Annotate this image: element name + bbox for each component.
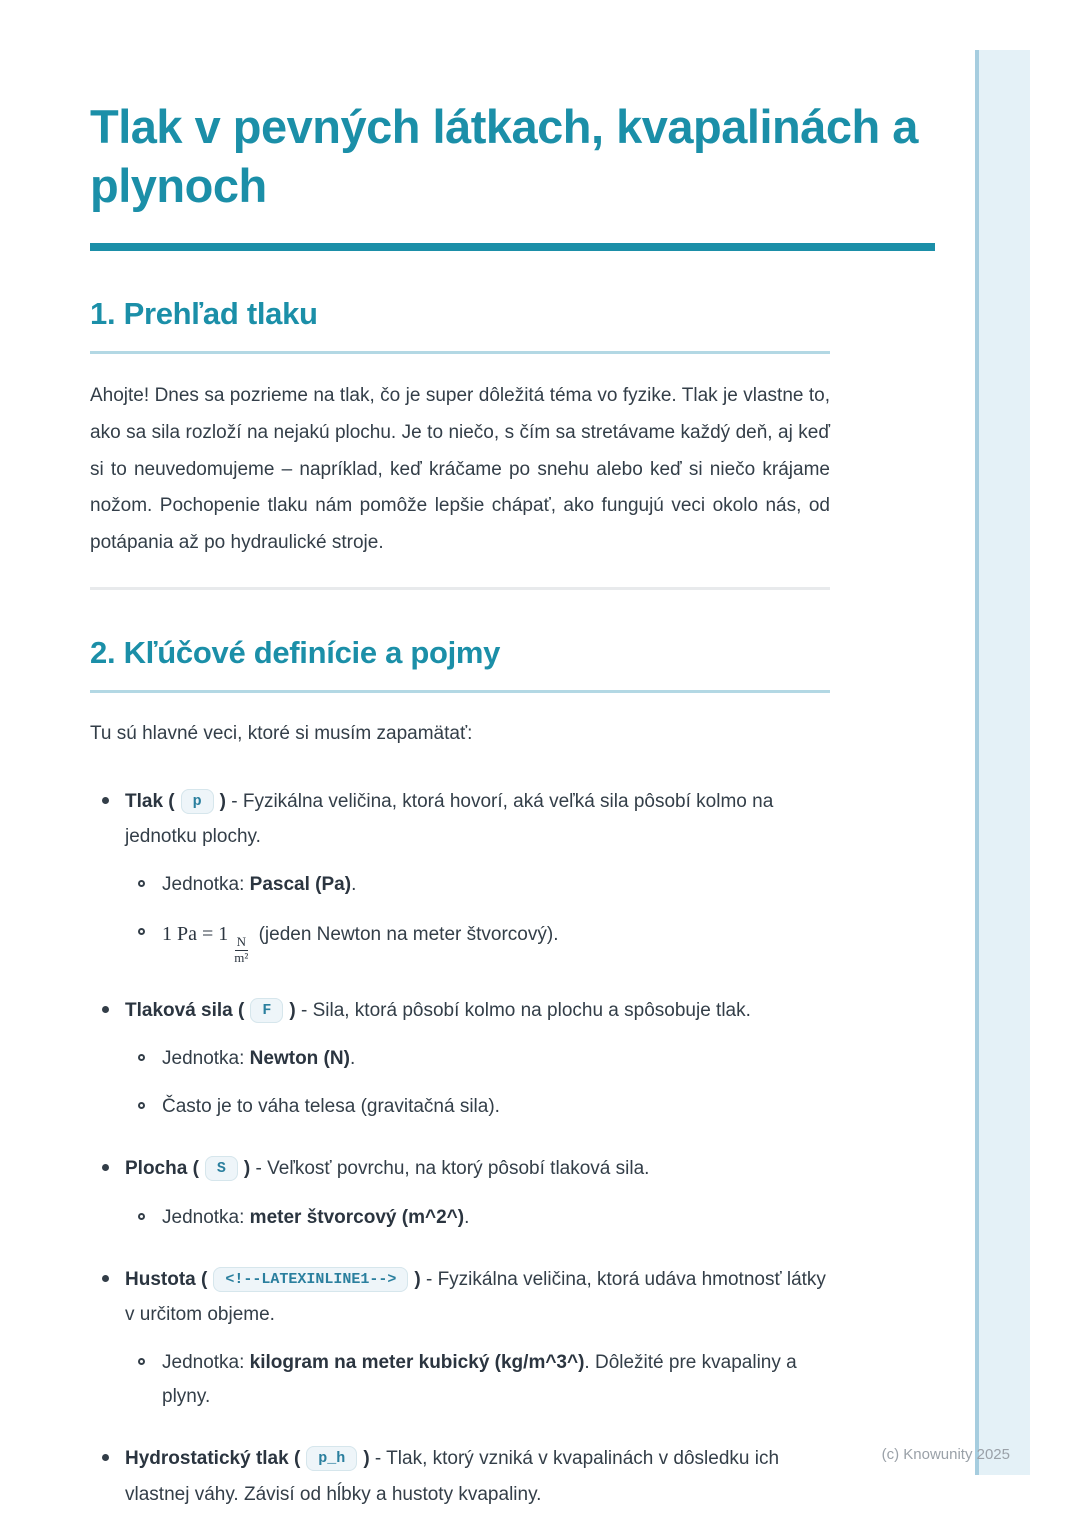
inline-code-chip: F (250, 998, 283, 1023)
unit-line (162, 1201, 469, 1235)
inline-code-chip: S (205, 1156, 238, 1181)
newton-per-square-meter-fraction (233, 935, 249, 966)
bullet-circle-icon (138, 1102, 145, 1109)
term-sub-list (125, 1346, 830, 1414)
formula-line (162, 916, 558, 966)
term-item-hydrostaticky-tlak (90, 1441, 830, 1511)
section-divider-rule (90, 587, 830, 590)
sub-item (125, 1090, 830, 1124)
unit-value: kilogram na meter kubický (kg/m^3^) (249, 1352, 585, 1374)
term-description: - Veľkosť povrchu, na ktorý pôsobí tlaková sila. (250, 1158, 650, 1180)
section-1-paragraph: Ahojte! Dnes sa pozrieme na tlak, čo je super dôležitá téma vo fyzike. Tlak je vlastne to, ako sa sila rozloží na nejakú plochu. Je to niečo, s čím sa stretávame každý deň, aj keď si to neuvedomujeme – napríklad, keď kráčame po snehu alebo keď si niečo krájame nožom. Pochopenie tlaku nám pomôže lepšie chápať, ako fungujú veci okolo nás, od potápania až po hydraulické stroje. (90, 385, 830, 553)
term-body (125, 1262, 830, 1415)
term-definition (125, 784, 830, 854)
formula-lead: 1 Pa = 1 (162, 923, 229, 946)
unit-line (162, 1346, 830, 1414)
bullet-dot-icon (102, 1454, 109, 1461)
term-name: Tlaková sila ( (125, 999, 245, 1021)
term-body (125, 1151, 830, 1234)
bullet-dot-icon (102, 1164, 109, 1171)
document-title: Tlak v pevných látkach, kvapalinách a plynoch (90, 100, 918, 213)
sub-item (125, 1042, 830, 1076)
unit-value: Newton (N) (249, 1048, 350, 1070)
bullet-circle-icon (138, 1213, 145, 1220)
bullet-circle-icon (138, 1054, 145, 1061)
pascal-formula (162, 923, 253, 966)
term-sub-list (125, 1201, 830, 1235)
definitions-list (90, 784, 830, 1512)
bullet-dot-icon (102, 1275, 109, 1282)
term-sub-list (125, 868, 830, 966)
sub-item (125, 1201, 830, 1235)
term-description: - Tlak, ktorý vzniká v kvapalinách v dôsledku ich vlastnej váhy. Závisí od hĺbky a hustoty kvapaliny. (125, 1448, 780, 1505)
term-item-plocha (90, 1151, 830, 1234)
unit-line (162, 868, 356, 902)
term-close-paren: ) (219, 790, 226, 812)
fraction-denominator: m² (234, 950, 249, 966)
decorative-side-stripe (975, 50, 1030, 1475)
unit-tail: . Dôležité pre kvapaliny a plyny. (162, 1352, 797, 1408)
section-2-intro: Tu sú hlavné veci, ktoré si musím zapamätať: (90, 723, 473, 745)
term-item-tlak (90, 784, 830, 966)
bullet-circle-icon (138, 1358, 145, 1365)
unit-value: meter štvorcový (m^2^) (249, 1206, 465, 1228)
unit-label: Jednotka: (162, 873, 250, 895)
unit-label: Jednotka: (162, 1352, 250, 1374)
term-close-paren: ) (363, 1448, 370, 1470)
term-close-paren: ) (414, 1268, 421, 1290)
term-definition (125, 1151, 830, 1186)
unit-tail: . (351, 873, 357, 895)
unit-value: Pascal (Pa) (249, 873, 352, 895)
inline-code-chip: p (181, 789, 214, 814)
term-body (125, 1441, 830, 1511)
section-1-heading: 1. Prehľad tlaku (90, 296, 318, 332)
unit-label: Jednotka: (162, 1206, 250, 1228)
inline-code-chip: p_h (306, 1446, 357, 1471)
copyright-footer: (c) Knowunity 2025 (881, 1446, 1010, 1463)
term-close-paren: ) (289, 999, 296, 1021)
formula-note: (jeden Newton na meter štvorcový). (253, 924, 559, 946)
term-definition (125, 1441, 830, 1511)
sub-item (125, 916, 830, 966)
section-2-heading: 2. Kľúčové definície a pojmy (90, 635, 501, 671)
title-divider-rule (90, 243, 935, 251)
fraction-numerator: N (236, 934, 246, 950)
bullet-dot-icon (102, 797, 109, 804)
unit-label: Jednotka: (162, 1048, 250, 1070)
sub-item (125, 1346, 830, 1414)
bullet-dot-icon (102, 1006, 109, 1013)
term-close-paren: ) (243, 1158, 251, 1180)
term-name: Plocha ( (125, 1158, 199, 1180)
note-line: Často je to váha telesa (gravitačná sila). (162, 1096, 500, 1118)
section-2-heading-rule (90, 690, 830, 693)
term-definition (125, 993, 830, 1028)
term-sub-list (125, 1042, 830, 1124)
term-name: Hustota ( (125, 1268, 208, 1290)
inline-code-chip: <!--LATEXINLINE1--> (213, 1267, 408, 1292)
document-content (90, 0, 935, 1528)
sub-item (125, 868, 830, 902)
term-item-hustota (90, 1262, 830, 1415)
unit-tail: . (464, 1206, 470, 1228)
bullet-circle-icon (138, 928, 145, 935)
term-body (125, 993, 830, 1125)
term-body (125, 784, 830, 966)
section-1-heading-rule (90, 351, 830, 354)
term-description: - Fyzikálna veličina, ktorá udáva hmotnosť látky v určitom objeme. (125, 1268, 826, 1325)
bullet-circle-icon (138, 880, 145, 887)
term-name: Tlak ( (125, 790, 175, 812)
term-name: Hydrostatický tlak ( (125, 1448, 301, 1470)
term-item-tlakova-sila (90, 993, 830, 1125)
unit-line (162, 1042, 355, 1076)
term-description: - Fyzikálna veličina, ktorá hovorí, aká veľká sila pôsobí kolmo na jednotku plochy. (125, 790, 774, 847)
unit-tail: . (349, 1048, 356, 1070)
term-description: - Sila, ktorá pôsobí kolmo na plochu a spôsobuje tlak. (295, 999, 751, 1021)
term-definition (125, 1262, 830, 1332)
